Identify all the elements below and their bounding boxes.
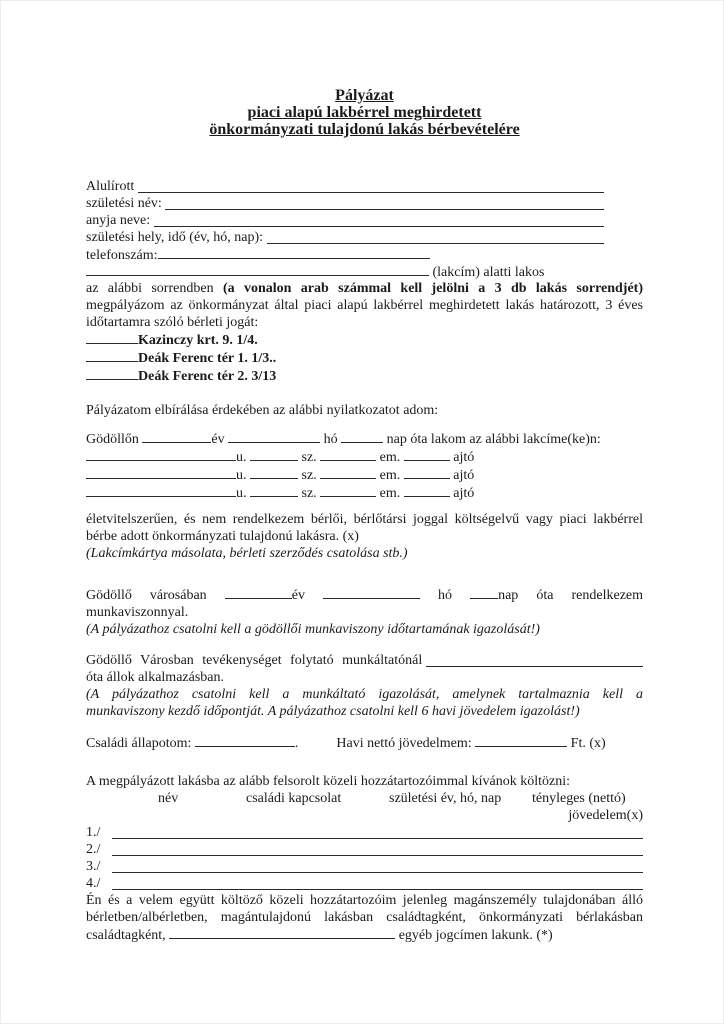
employment-line-2: munkaviszonnyal.: [86, 605, 189, 620]
applicant-name-blank: [138, 178, 604, 193]
title-line-2: piaci alapú lakbérrel meghirdetett: [247, 104, 482, 121]
no-tenancy-section: [86, 511, 643, 562]
apartment-option-3: [86, 367, 643, 385]
mover-row-number: 3./: [86, 859, 101, 874]
movers-section: [86, 773, 643, 892]
closing-line-2: bérletben/albérletben, magántulajdonú lakásban családtagként, önkormányzati bérlakásban: [86, 910, 643, 925]
title-line-1: Pályázat: [335, 87, 394, 104]
col-header-relation: családi kapcsolat: [246, 791, 342, 806]
residence-since-line: [86, 430, 643, 448]
option-2-rank-blank: [86, 349, 138, 362]
order-line-3: időtartamra szóló bérleti jogát:: [86, 315, 259, 330]
apartment-option-1: [86, 331, 643, 349]
employer-line: [86, 652, 643, 669]
number-blank: [250, 448, 298, 461]
street-blank: [86, 484, 236, 497]
number-label: sz.: [301, 450, 317, 465]
number-blank: [250, 466, 298, 479]
closing-lead: családtagként,: [86, 928, 166, 943]
mover-row-1: [86, 824, 643, 841]
residence-section: [86, 430, 643, 502]
employment-tail-1: óta: [536, 588, 554, 603]
mover-row-blank: [112, 858, 643, 873]
option-3-rank-blank: [86, 367, 138, 380]
phone-blank: [158, 246, 430, 259]
residence-month-label: hó: [323, 432, 338, 447]
birth-place-line: [86, 229, 643, 246]
order-lead: az alábbi sorrendben: [86, 281, 214, 296]
floor-blank: [320, 448, 376, 461]
door-blank: [404, 448, 450, 461]
movers-heading: A megpályázott lakásba az alább felsorolt közeli hozzátartozóimmal kívánok költözni:: [86, 774, 570, 789]
door-label: ajtó: [453, 468, 475, 483]
mover-row-4: [86, 875, 643, 892]
employment-month-label: hó: [438, 588, 453, 603]
employment-year-blank: [225, 586, 292, 599]
door-blank: [404, 484, 450, 497]
employment-month-blank: [323, 586, 420, 599]
employer-line-2: óta állok alkalmazásban.: [86, 670, 224, 685]
address-row-1: [86, 448, 643, 466]
employment-since-line: [86, 586, 643, 604]
no-tenancy-note: (Lakcímkártya másolata, bérleti szerződés csatolása stb.): [86, 546, 408, 561]
closing-line-1: Én és a velem együtt költöző közeli hozzátartozóim jelenleg magánszemély tulajdonában álló: [86, 893, 643, 908]
residence-day-suffix: nap óta lakom az alábbi lakcíme(ke)n:: [386, 432, 601, 447]
other-title-blank: [169, 926, 395, 939]
mover-row-blank: [112, 824, 643, 839]
street-blank: [86, 466, 236, 479]
floor-label: em.: [379, 468, 401, 483]
door-blank: [404, 466, 450, 479]
birth-name-line: [86, 195, 643, 212]
number-label: sz.: [301, 486, 317, 501]
closing-section: [86, 892, 643, 944]
address-blank: [86, 263, 429, 276]
mover-row-number: 1./: [86, 825, 101, 840]
employment-duration-section: [86, 586, 643, 638]
order-line-1: [86, 280, 643, 297]
closing-tail: egyéb jogcímen lakunk. (*): [398, 928, 553, 943]
mover-row-number: 2./: [86, 842, 101, 857]
residence-day-blank: [341, 430, 383, 443]
residence-city-label: Gödöllőn: [86, 432, 139, 447]
currency-suffix: Ft. (x): [570, 736, 606, 751]
mover-row-blank: [112, 875, 643, 890]
employment-day-blank: [470, 586, 498, 599]
mover-row-2: [86, 841, 643, 858]
birth-place-blank: [267, 229, 604, 244]
movers-header-row: [86, 790, 643, 807]
order-bold-note: (a vonalon arab számmal kell jelölni a 3 db lakás sorrendjét): [222, 281, 644, 296]
apartment-option-2: [86, 349, 643, 367]
option-1-rank-blank: [86, 331, 138, 344]
apartment-order-section: [86, 280, 643, 385]
declaration-heading: Pályázatom elbírálása érdekében az alábbi nyilatkozatot adom:: [86, 403, 439, 418]
applicant-name-line: [86, 178, 643, 195]
residence-month-blank: [228, 430, 320, 443]
status-income-line: [86, 734, 643, 752]
title-line-3: önkormányzati tulajdonú lakás bérbevételére: [209, 121, 520, 138]
phone-label: telefonszám:: [86, 248, 158, 263]
number-label: sz.: [301, 468, 317, 483]
address-line: [86, 263, 643, 280]
no-tenancy-line-2: bérbe adott önkormányzati tulajdonú lakásra. (x): [86, 529, 359, 544]
col-header-income-2: jövedelem(x): [568, 808, 643, 823]
number-blank: [250, 484, 298, 497]
door-label: ajtó: [453, 450, 475, 465]
employer-label: Gödöllő Városban tevékenységet folytató munkáltatónál: [86, 653, 423, 668]
mover-row-3: [86, 858, 643, 875]
floor-blank: [320, 466, 376, 479]
employer-section: [86, 652, 643, 720]
employment-tail-2: rendelkezem: [571, 588, 644, 603]
col-header-name: név: [158, 791, 179, 806]
birth-name-label: születési név:: [86, 196, 162, 211]
marital-status-blank: [195, 734, 295, 747]
employment-year-label: év: [291, 588, 305, 603]
employer-note-line-1: (A pályázathoz csatolni kell a munkáltató igazolását, amelynek tartalmaznia kell a: [86, 687, 643, 702]
street-label: u.: [236, 450, 247, 465]
address-row-2: [86, 466, 643, 484]
street-label: u.: [236, 468, 247, 483]
employer-note-line-2: munkaviszony kezdő időpontját. A pályázathoz csatolni kell 6 havi jövedelem igazolást!): [86, 704, 580, 719]
birth-name-blank: [165, 195, 604, 210]
address-suffix-label: (lakcím) alatti lakos: [432, 265, 545, 280]
mother-name-line: [86, 212, 643, 229]
net-income-label: Havi nettó jövedelmem:: [336, 736, 472, 751]
address-row-3: [86, 484, 643, 502]
applicant-label: Alulírott: [86, 179, 135, 194]
mover-row-number: 4./: [86, 876, 101, 891]
door-label: ajtó: [453, 486, 475, 501]
marital-status-label: Családi állapotom:: [86, 736, 192, 751]
closing-line-3: [86, 926, 643, 944]
marital-period: .: [294, 736, 299, 751]
floor-blank: [320, 484, 376, 497]
street-label: u.: [236, 486, 247, 501]
phone-line: [86, 246, 643, 263]
mover-row-blank: [112, 841, 643, 856]
net-income-blank: [475, 734, 567, 747]
street-blank: [86, 448, 236, 461]
employment-city-label: Gödöllő városában: [86, 588, 207, 603]
floor-label: em.: [379, 450, 401, 465]
col-header-birth: születési év, hó, nap: [389, 791, 502, 806]
employment-day-label: nap: [498, 588, 519, 603]
floor-label: em.: [379, 486, 401, 501]
personal-data-section: [86, 178, 643, 280]
employment-note: (A pályázathoz csatolni kell a gödöllői munkaviszony időtartamának igazolását!): [86, 622, 540, 637]
option-2-label: Deák Ferenc tér 1. 1/3..: [138, 351, 277, 366]
residence-year-blank: [142, 430, 211, 443]
col-header-income-1: tényleges (nettó): [532, 791, 626, 806]
form-content: [86, 87, 643, 944]
option-3-label: Deák Ferenc tér 2. 3/13: [138, 369, 277, 384]
no-tenancy-line-1: életvitelszerűen, és nem rendelkezem bérlői, bérlőtársi joggal költségelvű vagy piaci lakbérrel: [86, 512, 643, 527]
mother-name-blank: [154, 212, 604, 227]
employer-blank: [426, 652, 643, 667]
birth-place-label: születési hely, idő (év, hó, nap):: [86, 230, 264, 245]
mother-name-label: anyja neve:: [86, 213, 151, 228]
order-line-2: megpályázom az önkormányzat által piaci alapú lakbérrel meghirdetett lakás határozott, 3 éves: [86, 298, 643, 313]
document-title: [86, 87, 643, 138]
residence-year-label: év: [211, 432, 225, 447]
option-1-label: Kazinczy krt. 9. 1/4.: [138, 333, 258, 348]
